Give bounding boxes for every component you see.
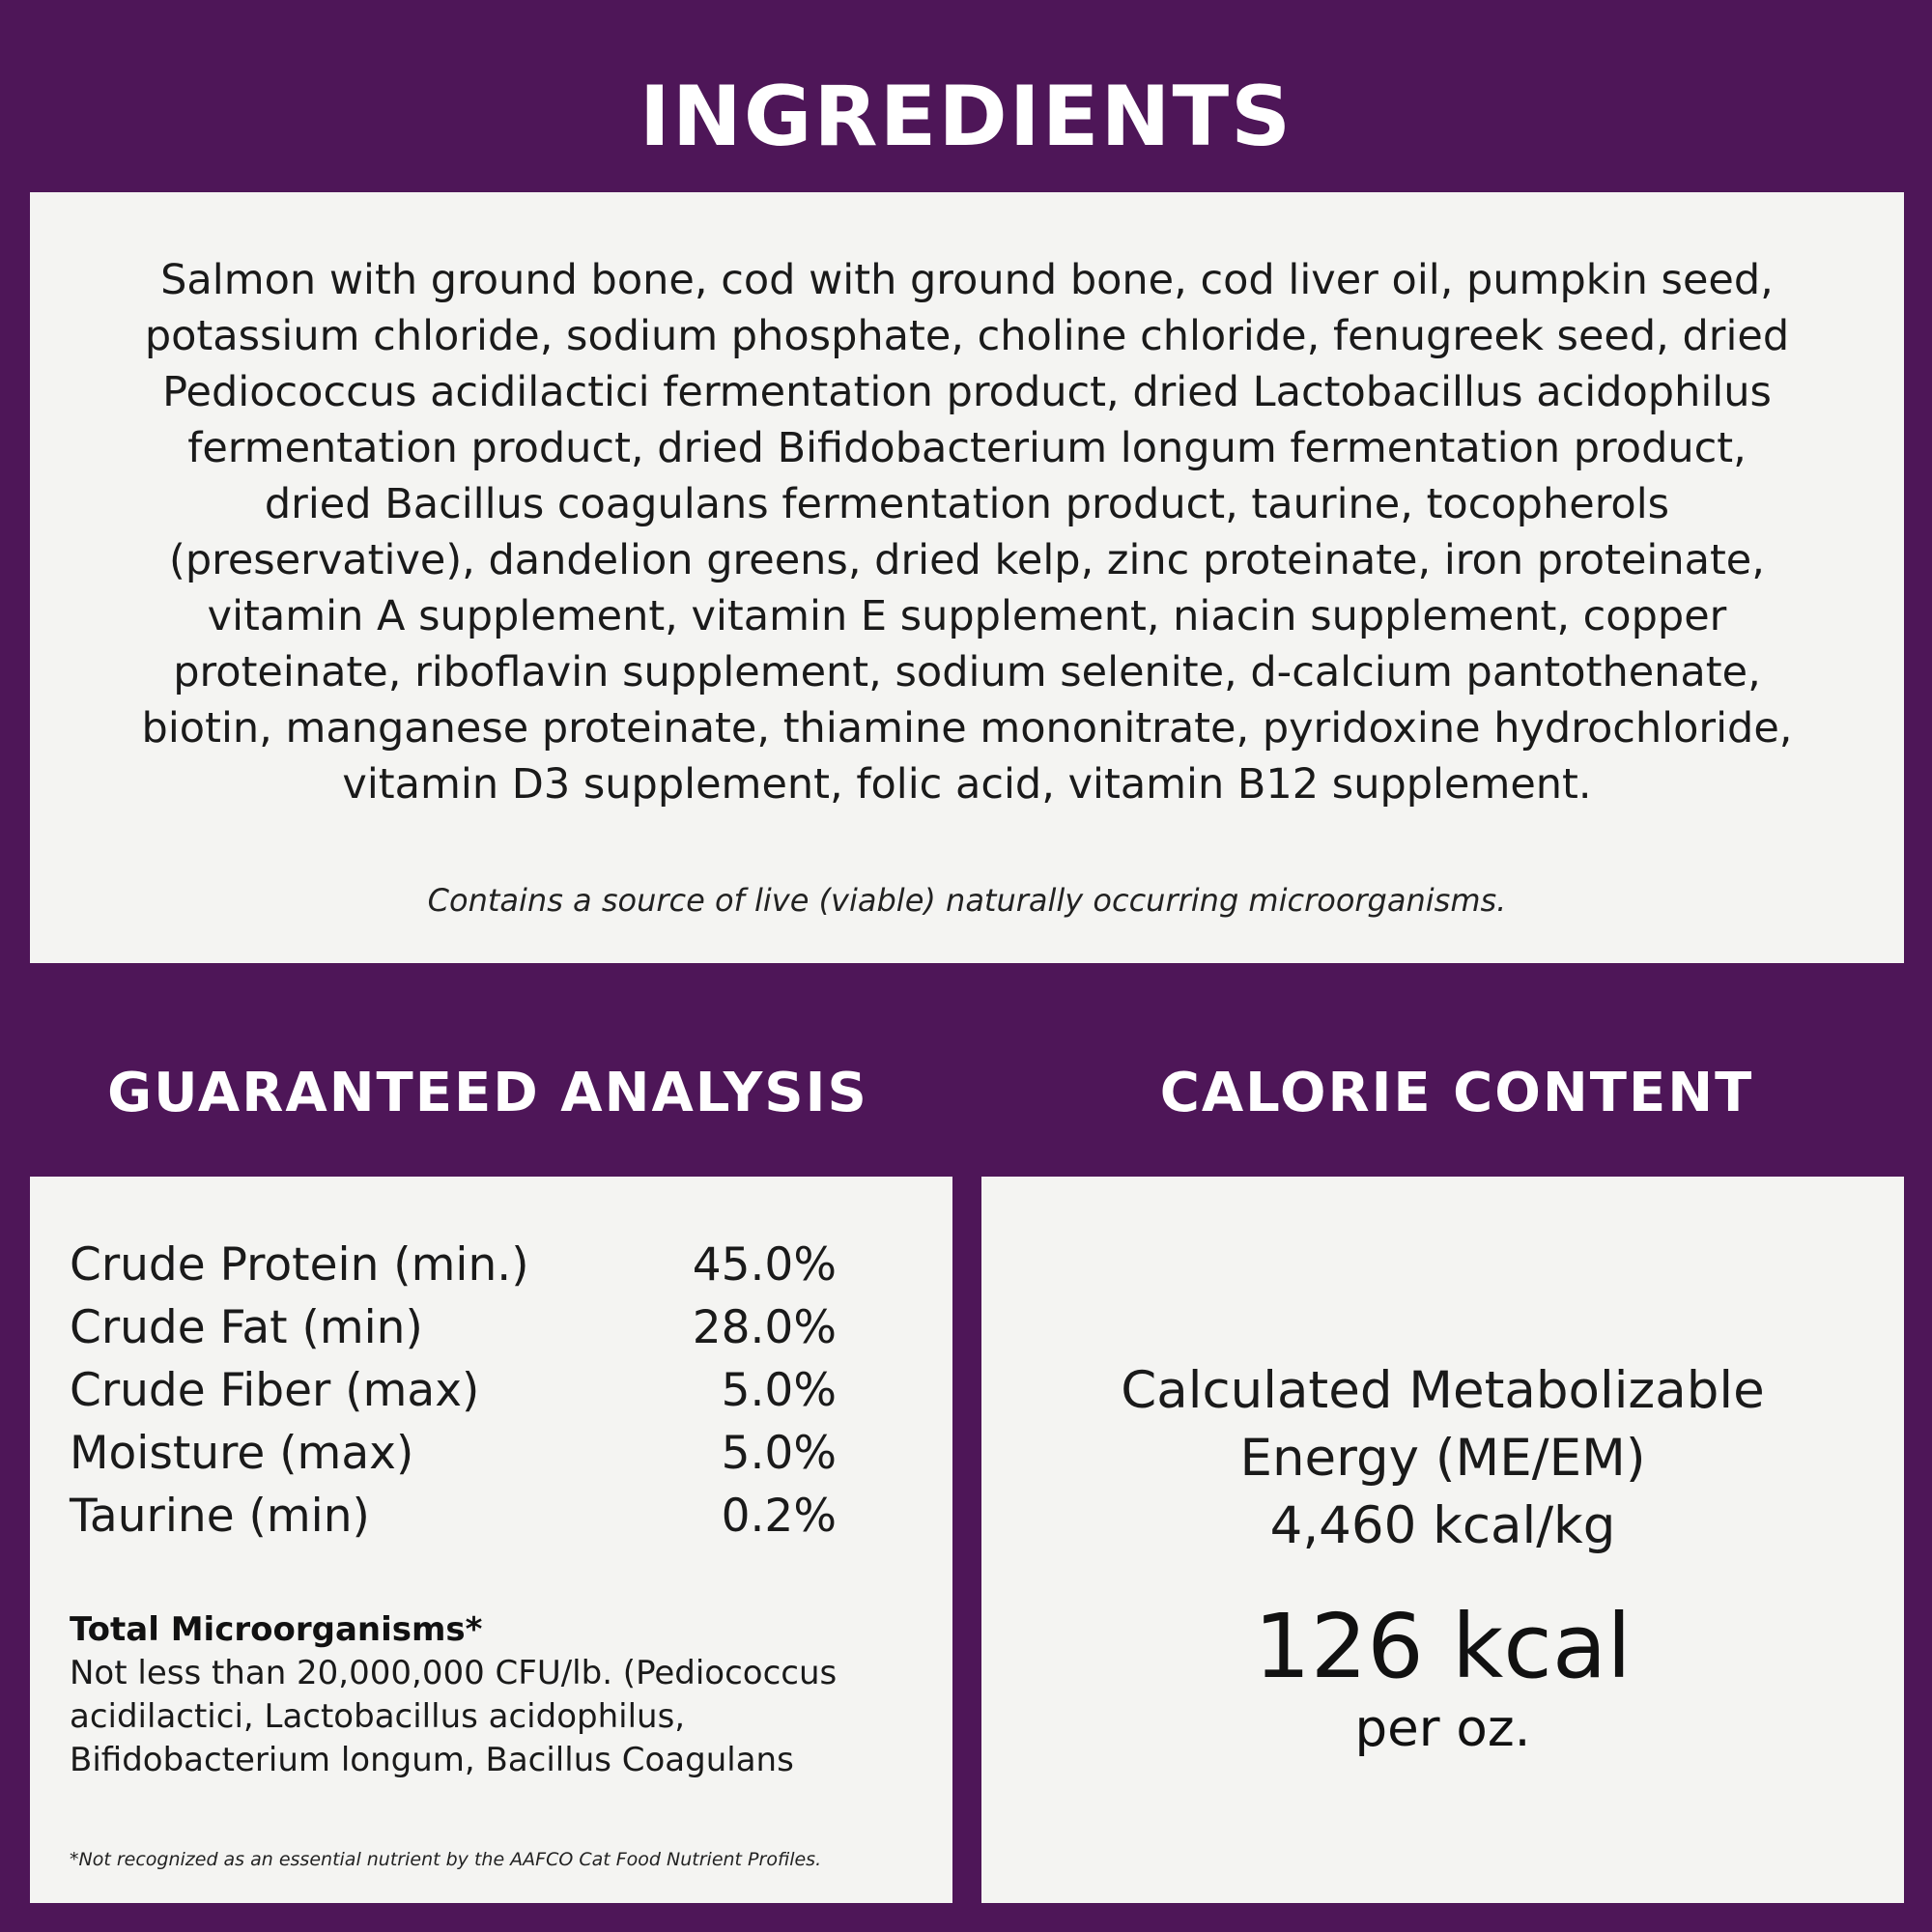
ingredients-line: fermentation product, dried Bifidobacterium longum fermentation product, [187, 424, 1747, 472]
ingredients-line: vitamin D3 supplement, folic acid, vitamin B12 supplement. [342, 760, 1592, 809]
analysis-row-crude-fat [70, 1296, 837, 1359]
ingredients-line: vitamin A supplement, vitamin E supplement, niacin supplement, copper [207, 592, 1727, 640]
total-microorganisms-title: Total Microorganisms* [70, 1610, 483, 1649]
analysis-row-moisture [70, 1422, 837, 1485]
analysis-row-crude-protein [70, 1234, 837, 1296]
total-microorganisms-line: acidilactici, Lactobacillus acidophilus, [70, 1697, 686, 1736]
ingredients-heading: INGREDIENTS [639, 69, 1293, 165]
calorie-unit: per oz. [1354, 1699, 1531, 1758]
calorie-description-line: Energy (ME/EM) [1239, 1429, 1646, 1488]
calorie-content-heading: CALORIE CONTENT [1159, 1062, 1754, 1124]
analysis-label: Taurine (min) [70, 1490, 370, 1543]
analysis-label: Crude Fiber (max) [70, 1364, 480, 1417]
analysis-row-crude-fiber [70, 1359, 837, 1422]
ingredients-line: biotin, manganese proteinate, thiamine mononitrate, pyridoxine hydrochloride, [141, 704, 1793, 753]
total-microorganisms-line: Bifidobacterium longum, Bacillus Coagulans [70, 1741, 794, 1779]
analysis-value: 0.2% [721, 1490, 837, 1543]
ingredients-line: potassium chloride, sodium phosphate, choline chloride, fenugreek seed, dried [144, 312, 1790, 360]
analysis-label: Crude Protein (min.) [70, 1238, 529, 1292]
ingredients-line: Salmon with ground bone, cod with ground bone, cod liver oil, pumpkin seed, [160, 256, 1774, 304]
analysis-label: Moisture (max) [70, 1427, 414, 1480]
analysis-value: 45.0% [692, 1238, 837, 1292]
aafco-footnote: *Not recognized as an essential nutrient by the AAFCO Cat Food Nutrient Profiles. [70, 1849, 822, 1870]
calorie-value: 126 kcal [1254, 1595, 1632, 1698]
analysis-row-taurine [70, 1485, 837, 1548]
microorganism-note: Contains a source of live (viable) naturally occurring microorganisms. [427, 882, 1507, 919]
calorie-description-line: 4,460 kcal/kg [1269, 1496, 1616, 1555]
analysis-label: Crude Fat (min) [70, 1301, 423, 1354]
analysis-value: 5.0% [721, 1427, 837, 1480]
analysis-value: 28.0% [692, 1301, 837, 1354]
calorie-description [981, 1357, 1904, 1560]
total-microorganisms-line: Not less than 20,000,000 CFU/lb. (Pediococcus [70, 1654, 838, 1692]
ingredients-line: Pediococcus acidilactici fermentation product, dried Lactobacillus acidophilus [162, 368, 1772, 416]
total-microorganisms-description [70, 1652, 900, 1782]
ingredients-line: dried Bacillus coagulans fermentation product, taurine, tocopherols [264, 480, 1670, 528]
ingredients-panel [30, 192, 1904, 963]
ingredients-line: (preservative), dandelion greens, dried kelp, zinc proteinate, iron proteinate, [169, 536, 1765, 584]
analysis-value: 5.0% [721, 1364, 837, 1417]
ingredients-list [127, 252, 1807, 812]
calorie-description-line: Calculated Metabolizable [1121, 1361, 1765, 1420]
ingredients-line: proteinate, riboflavin supplement, sodium selenite, d-calcium pantothenate, [173, 648, 1761, 696]
guaranteed-analysis-heading: GUARANTEED ANALYSIS [107, 1062, 868, 1124]
